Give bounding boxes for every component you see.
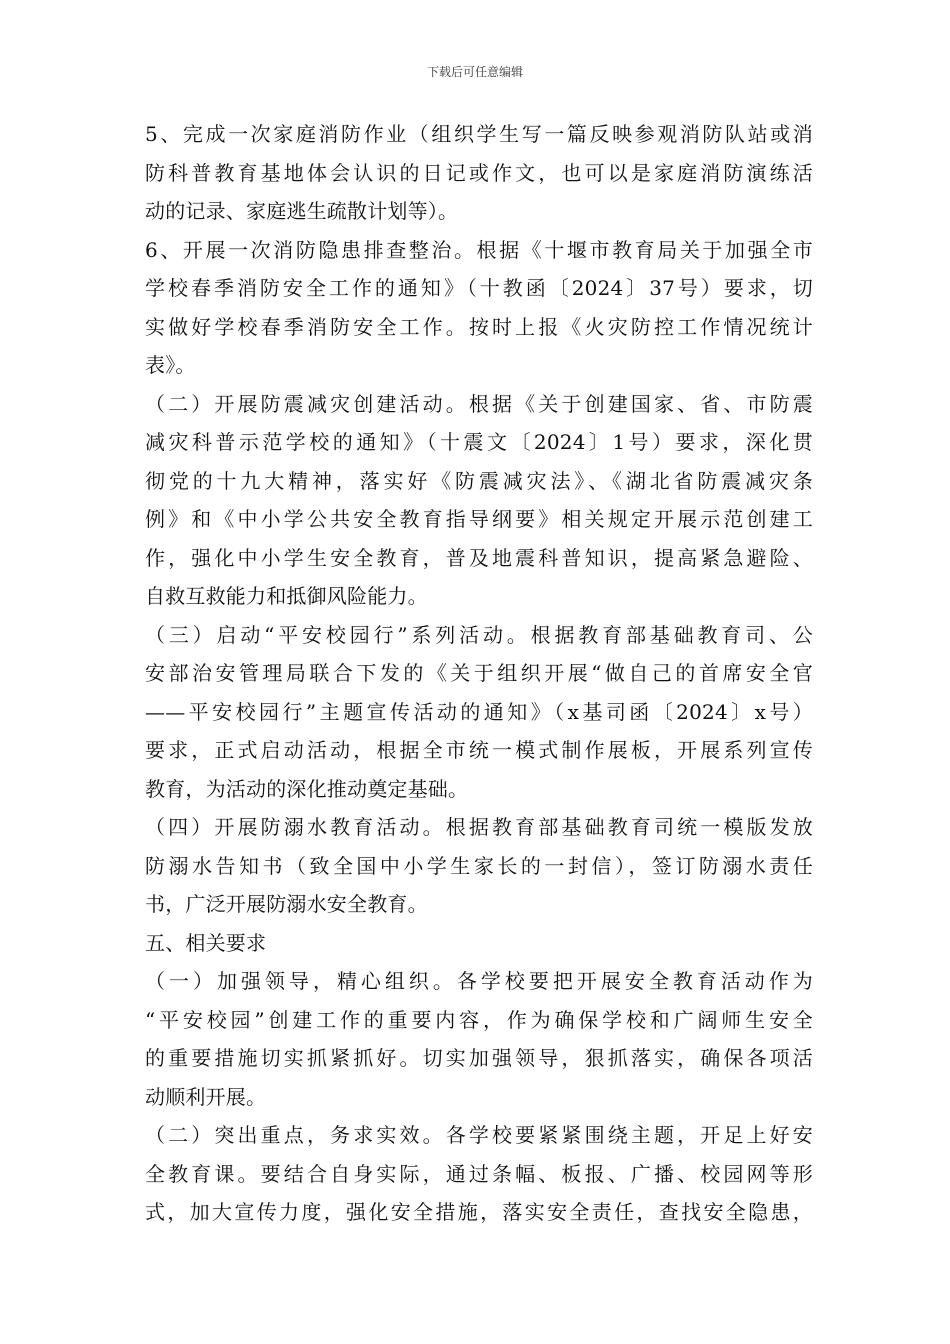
text-line: 全教育课。要结合自身实际，通过条幅、板报、广播、校园网等形	[145, 1161, 813, 1186]
text-line: （一）加强领导，精心组织。各学校要把开展安全教育活动作为	[145, 969, 813, 993]
text-line: 作，强化中小学生安全教育，普及地震科普知识，提高紧急避险、	[145, 545, 813, 570]
text-line: 动的记录、家庭逃生疏散计划等）。	[145, 199, 459, 223]
text-line: 防科普教育基地体会认识的日记或作文，也可以是家庭消防演练活	[145, 160, 813, 185]
text-line: 自救互救能力和抵御风险能力。	[145, 584, 428, 608]
text-line: 彻党的十九大精神，落实好《防震减灾法》、《湖北省防震减灾条	[145, 468, 813, 493]
text-line: 动顺利开展。	[145, 1084, 267, 1109]
text-line: 5、完成一次家庭消防作业（组织学生写一篇反映参观消防队站或消	[145, 122, 813, 146]
text-line: 的重要措施切实抓紧抓好。切实加强领导，狠抓落实，确保各项活	[145, 1046, 813, 1070]
text-line: （二）开展防震减灾创建活动。根据《关于创建国家、省、市防震	[145, 391, 813, 416]
text-line: 例》和《中小学公共安全教育指导纲要》相关规定开展示范创建工	[145, 507, 813, 531]
text-line: 式，加大宣传力度，强化安全措施，落实安全责任，查找安全隐患，	[145, 1200, 813, 1224]
text-line: 6、开展一次消防隐患排查整治。根据《十堰市教育局关于加强全市	[145, 237, 813, 262]
text-line: 减灾科普示范学校的通知》（十震文〔2024〕1号）要求，深化贯	[145, 430, 813, 454]
text-line: 要求，正式启动活动，根据全市统一模式制作展板，开展系列宣传	[145, 738, 813, 762]
text-line: （二）突出重点，务求实效。各学校要紧紧围绕主题，开足上好安	[145, 1123, 813, 1147]
document-body	[145, 115, 813, 1232]
text-line: （三）启动“平安校园行”系列活动。根据教育部基础教育司、公	[145, 622, 813, 647]
text-line: 表》。	[145, 353, 196, 377]
text-line: 安部治安管理局联合下发的《关于组织开展“做自己的首席安全官	[145, 661, 813, 685]
text-line: 防溺水告知书（致全国中小学生家长的一封信），签订防溺水责任	[145, 853, 813, 878]
text-line: 书，广泛开展防溺水安全教育。	[145, 892, 428, 916]
text-line: 实做好学校春季消防安全工作。按时上报《火灾防控工作情况统计	[145, 314, 813, 339]
page-header: 下载后可任意编辑	[426, 65, 523, 79]
text-line: 学校春季消防安全工作的通知》（十教函〔2024〕37号）要求，切	[145, 276, 813, 300]
text-line: “平安校园”创建工作的重要内容，作为确保学校和广阔师生安全	[145, 1007, 813, 1032]
text-line: （四）开展防溺水教育活动。根据教育部基础教育司统一模版发放	[145, 815, 813, 839]
text-line: 五、相关要求	[145, 930, 267, 955]
text-line: ——平安校园行”主题宣传活动的通知》（x基司函〔2024〕x号）	[145, 699, 813, 724]
text-line: 教育，为活动的深化推动奠定基础。	[145, 776, 469, 801]
